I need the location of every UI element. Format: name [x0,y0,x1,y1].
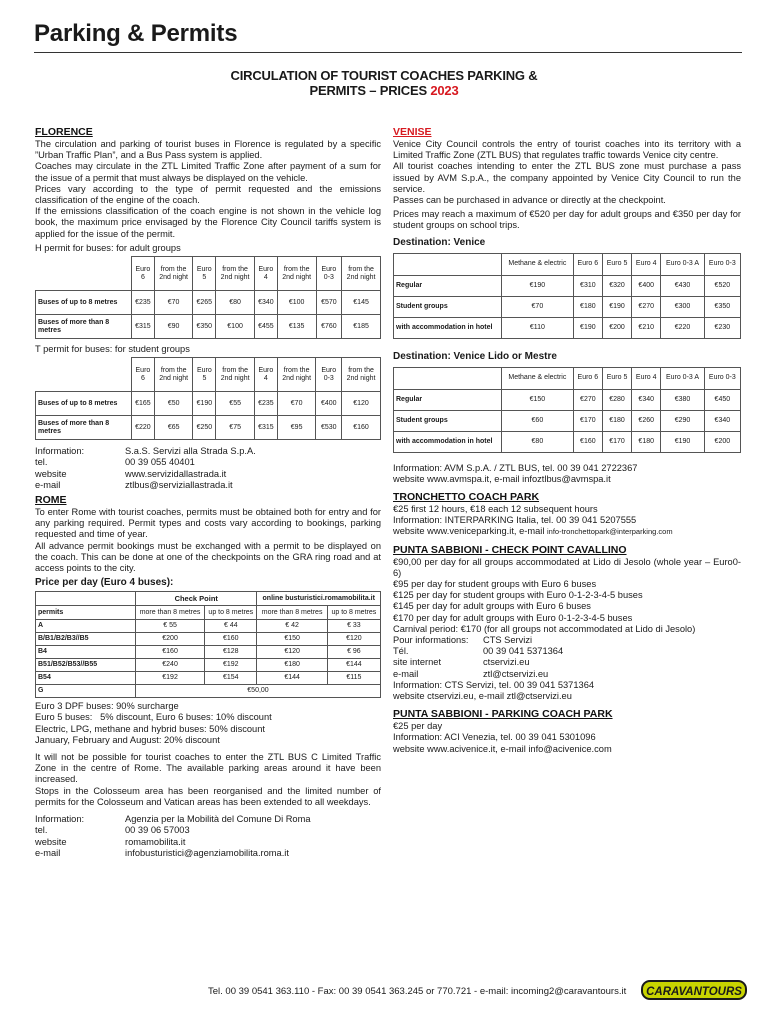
punta-parking-line: website www.acivenice.it, e-mail info@acivenice.com [393,743,612,754]
table-row [36,659,381,672]
table-row [36,685,381,698]
info-key: tel. [35,825,48,836]
row-label: Regular [394,389,502,410]
info-value: ctservizi.eu [483,657,530,668]
column-header: more than 8 metres [257,606,327,620]
price-cell: €50,00 [136,685,381,698]
price-cell: €115 [327,672,380,685]
florence-paragraph: The circulation and parking of tourist buses in Florence is regulated by a specific ”Urban Traffic Plan”, and a Bus Pass system is applied. [35,139,381,161]
price-cell: €190 [193,392,216,416]
info-key: Information: [35,814,85,825]
row-label: Student groups [394,296,502,317]
info-value: Agenzia per la Mobilità del Comune Di Roma [125,814,311,825]
row-label: Buses of more than 8 metres [36,416,132,440]
florence-heading: FLORENCE [35,126,93,138]
info-key: Pour informations: [393,635,469,646]
column-header: Euro 0-3 [316,358,342,392]
price-cell: €165 [132,392,155,416]
price-cell: € 42 [257,620,327,633]
table-row [394,389,741,410]
column-header: Euro 4 [254,257,277,291]
price-cell: €145 [342,291,381,315]
price-cell: €120 [327,633,380,646]
tronchetto-line: €25 first 12 hours, €18 each 12 subsequent hours [393,504,598,515]
price-cell: €75 [216,416,255,440]
info-key: Information: [35,446,85,457]
venice-info-line: website www.avmspa.it, e-mail infoztlbus@avmspa.it [393,473,611,484]
price-cell: €265 [193,291,216,315]
page-title: Parking & Permits [34,20,238,47]
tronchetto-email: info-tronchettopark@interparking.com [546,527,673,537]
venice-paragraph: Passes can be purchased in advance or directly at the checkpoint. [393,195,666,206]
florence-info [35,446,381,491]
info-key: e-mail [393,668,419,679]
price-cell: €230 [704,317,740,338]
price-cell: €235 [132,291,155,315]
price-cell: € 33 [327,620,380,633]
table-corner [394,253,502,275]
column-header: up to 8 metres [205,606,257,620]
price-cell: €300 [661,296,704,317]
column-header: from the 2nd night [342,358,381,392]
price-cell: €200 [602,317,631,338]
column-header: from the 2nd night [277,257,316,291]
table-row [36,392,381,416]
row-label: with accommodation in hotel [394,431,502,452]
florence-paragraph: Coaches may circulate in the ZTL Limited Traffic Zone after payment of a sum for the issue of a permit that must always be displayed on the vehicle. [35,161,381,183]
price-cell: €70 [154,291,193,315]
rome-price-label: Price per day (Euro 4 buses): [35,577,174,589]
price-cell: €100 [277,291,316,315]
punta-checkpoint-line: €145 per day for adult groups with Euro 6 buses [393,601,591,612]
column-header: Euro 4 [632,367,661,389]
punta-parking-heading: PUNTA SABBIONI - PARKING COACH PARK [393,708,613,721]
punta-checkpoint-line: €90,00 per day for all groups accommodated at Lido di Jesolo (whole year – Euro0-6) [393,556,741,578]
price-cell: €150 [502,389,574,410]
price-cell: €280 [602,389,631,410]
heading-line-1: CIRCULATION OF TOURIST COACHES PARKING & [230,68,538,83]
table-corner [394,367,502,389]
price-cell: €430 [661,275,704,296]
venice-price-table [393,253,741,339]
venice-paragraph: All tourist coaches intending to enter the ZTL BUS zone must purchase a pass issued by AVM S.p.A., the company appointed by Venice City Council to run the service. [393,161,741,194]
price-cell: €210 [632,317,661,338]
price-cell: €80 [216,291,255,315]
table-row [36,620,381,633]
info-key: Tél. [393,646,409,657]
row-label: G [36,685,136,698]
punta-checkpoint-info-line: Information: CTS Servizi, tel. 00 39 041 5371364 [393,679,595,690]
table-corner [36,592,136,606]
price-cell: €95 [277,416,316,440]
venice-paragraph: Venice City Council controls the entry of tourist coaches into its territory with a Limited Traffic Zone (ZTL BUS) that regulates traffic towards Venice city centre. [393,139,741,161]
table-row [36,672,381,685]
price-cell: €450 [704,389,740,410]
tronchetto-line [393,526,741,537]
price-cell: €190 [661,431,704,452]
column-header: Euro 5 [193,257,216,291]
column-header: Euro 6 [132,358,155,392]
column-header-permits: permits [36,606,136,620]
table-row [36,646,381,659]
price-cell: €100 [216,315,255,339]
column-header: Methane & electric [502,253,574,275]
column-header: Methane & electric [502,367,574,389]
info-key: site internet [393,657,442,668]
price-cell: €340 [632,389,661,410]
h-permit-table [35,256,381,339]
tronchetto-heading: TRONCHETTO COACH PARK [393,491,540,504]
column-header: Euro 0-3 [704,253,740,275]
column-header: Euro 0-3 [316,257,342,291]
tronchetto-line: Information: INTERPARKING Italia, tel. 00 39 041 5207555 [393,515,637,526]
table-row [394,410,741,431]
price-cell: €350 [193,315,216,339]
heading-line-2 [150,83,618,98]
info-value: ztlbus@serviziallastrada.it [125,479,233,490]
price-cell: €160 [136,646,205,659]
column-header: from the 2nd night [342,257,381,291]
column-header: Euro 0-3 A [661,367,704,389]
punta-checkpoint-heading: PUNTA SABBIONI - CHECK POINT CAVALLINO [393,543,627,556]
table-row [36,633,381,646]
row-label: with accommodation in hotel [394,317,502,338]
title-divider [34,52,742,53]
price-cell: €70 [502,296,574,317]
price-cell: €320 [602,275,631,296]
rome-paragraph: It will not be possible for tourist coaches to enter the ZTL BUS C Limited Traffic Zone in the centre of Rome. The available parking areas around it have been increased. [35,752,381,785]
document-heading [150,68,618,98]
price-cell: €185 [342,315,381,339]
column-header: Euro 6 [573,253,602,275]
info-value: 00 39 055 40401 [125,457,195,468]
punta-parking-line: €25 per day [393,721,443,732]
destination-venice-label: Destination: Venice [393,236,486,248]
rome-price-table [35,591,381,698]
info-value: CTS Servizi [483,635,533,646]
table-row [36,315,381,339]
price-cell: €60 [502,410,574,431]
punta-checkpoint-line: Carnival period: €170 (for all groups not accommodated at Lido di Jesolo) [393,623,696,634]
price-cell: €350 [704,296,740,317]
row-label: Buses of up to 8 metres [36,291,132,315]
price-cell: €400 [316,392,342,416]
price-cell: €50 [154,392,193,416]
price-cell: €120 [342,392,381,416]
row-label: A [36,620,136,633]
price-cell: €290 [661,410,704,431]
column-header: from the 2nd night [277,358,316,392]
price-cell: €310 [573,275,602,296]
info-key: website [35,836,67,847]
info-value: ztl@ctservizi.eu [483,668,549,679]
h-permit-label: H permit for buses: for adult groups [35,242,181,253]
column-header: Euro 0-3 [704,367,740,389]
price-cell: €180 [257,659,327,672]
price-cell: €65 [154,416,193,440]
price-cell: €80 [502,431,574,452]
info-key: tel. [35,457,48,468]
price-cell: €160 [573,431,602,452]
venice-paragraph: Prices may reach a maximum of €520 per day for adult groups and €350 per day for student groups on school trips. [393,209,741,231]
row-label: B/B1/B2/B3//B5 [36,633,136,646]
table-corner [36,358,132,392]
price-cell: €340 [254,291,277,315]
price-cell: €380 [661,389,704,410]
price-cell: €570 [316,291,342,315]
rome-note: Euro 3 DPF buses: 90% surcharge [35,701,179,712]
price-cell: €120 [257,646,327,659]
tronchetto-website: website www.veniceparking.it, e-mail [393,526,547,537]
info-value: 00 39 06 57003 [125,825,190,836]
column-header: Euro 4 [632,253,661,275]
info-key: e-mail [35,479,61,490]
table-corner [36,257,132,291]
price-cell: €190 [573,317,602,338]
price-cell: €180 [632,431,661,452]
row-label: Buses of up to 8 metres [36,392,132,416]
price-cell: €192 [136,672,205,685]
price-cell: €190 [602,296,631,317]
rome-note: Euro 5 buses: 5% discount, Euro 6 buses: 10% discount [35,712,272,723]
lido-price-table [393,367,741,453]
price-cell: €160 [342,416,381,440]
price-cell: €170 [602,431,631,452]
price-cell: €530 [316,416,342,440]
column-header: more than 8 metres [136,606,205,620]
florence-paragraph: Prices vary according to the type of permit requested and the emissions classification of the engine of the coach. [35,183,381,206]
heading-line-2-text: PERMITS – PRICES [309,83,427,98]
logo-text: CARAVANTOURS [646,986,742,998]
price-cell: €70 [277,392,316,416]
price-cell: €144 [327,659,380,672]
venice-heading: VENISE [393,126,432,138]
price-cell: €200 [136,633,205,646]
column-header: Euro 5 [193,358,216,392]
price-cell: €55 [216,392,255,416]
rome-note: January, February and August: 20% discount [35,734,220,745]
price-cell: €190 [502,275,574,296]
column-header: Euro 6 [132,257,155,291]
group-header-checkpoint: Check Point [136,592,257,606]
rome-note: Electric, LPG, methane and hybrid buses: 50% discount [35,723,265,734]
column-header: from the 2nd night [154,358,193,392]
price-cell: €235 [254,392,277,416]
rome-paragraph: To enter Rome with tourist coaches, permits must be obtained both for entry and for any parking required. Permit types and costs vary according to bookings, parking requested and time of year. [35,507,381,540]
price-cell: € 55 [136,620,205,633]
price-cell: €135 [277,315,316,339]
price-cell: €315 [254,416,277,440]
rome-paragraph: Stops in the Colosseum area has been reorganised and the limited number of permits for the Colosseum and Vatican areas has been extended to all weekdays. [35,785,381,807]
price-cell: €270 [573,389,602,410]
price-cell: €455 [254,315,277,339]
table-row [394,431,741,452]
row-label: B54 [36,672,136,685]
row-label: Buses of more than 8 metres [36,315,132,339]
price-cell: €240 [136,659,205,672]
price-cell: € 44 [205,620,257,633]
left-column [35,126,381,859]
price-cell: €340 [704,410,740,431]
column-header: from the 2nd night [154,257,193,291]
footer-contact: Tel. 00 39 0541 363.110 - Fax: 00 39 0541 363.245 or 770.721 - e-mail: incoming2@caravantours.it [208,986,627,997]
price-cell: €760 [316,315,342,339]
heading-year: 2023 [430,83,459,98]
price-cell: €90 [154,315,193,339]
table-row [394,275,741,296]
group-header-online: online busturistici.romamobilita.it [257,592,381,606]
info-value: S.a.S. Servizi alla Strada S.p.A. [125,446,256,457]
price-cell: €200 [704,431,740,452]
table-row [394,317,741,338]
column-header: Euro 4 [254,358,277,392]
info-key: website [35,468,67,479]
price-cell: €192 [205,659,257,672]
column-header: Euro 5 [602,253,631,275]
price-cell: €160 [205,633,257,646]
column-header: Euro 0-3 A [661,253,704,275]
caravantours-logo [640,978,748,1002]
info-value: 00 39 041 5371364 [483,646,564,657]
table-row [394,296,741,317]
venice-info-line: Information: AVM S.p.A. / ZTL BUS, tel. 00 39 041 2722367 [393,462,638,473]
info-value: infobusturistici@agenziamobilita.roma.it [125,847,289,858]
row-label: B4 [36,646,136,659]
row-label: Regular [394,275,502,296]
price-cell: €260 [632,410,661,431]
row-label: B51/B52/B53//B55 [36,659,136,672]
price-cell: €220 [661,317,704,338]
column-header: Euro 5 [602,367,631,389]
price-cell: €315 [132,315,155,339]
t-permit-table [35,357,381,440]
punta-checkpoint-info-line: website ctservizi.eu, e-mail ztl@ctservizi.eu [393,691,572,702]
florence-paragraph: If the emissions classification of the coach engine is not shown in the vehicle log book, the maximum price envisaged by the Florence City Council tariffs system is applied for the issue of the permit. [35,206,381,239]
punta-checkpoint-line: €170 per day for adult groups with Euro 0-1-2-3-4-5 buses [393,612,633,623]
column-header: from the 2nd night [216,257,255,291]
price-cell: €128 [205,646,257,659]
price-cell: €170 [573,410,602,431]
price-cell: €144 [257,672,327,685]
price-cell: €154 [205,672,257,685]
price-cell: €150 [257,633,327,646]
t-permit-label: T permit for buses: for student groups [35,344,190,355]
punta-checkpoint-info [393,635,741,680]
right-column [393,126,741,755]
table-row [36,416,381,440]
row-label: Student groups [394,410,502,431]
punta-checkpoint-line: €125 per day for student groups with Euro 0-1-2-3-4-5 buses [393,590,643,601]
price-cell: €220 [132,416,155,440]
info-key: e-mail [35,847,61,858]
punta-parking-line: Information: ACI Venezia, tel. 00 39 041 5301096 [393,732,596,743]
price-cell: €180 [573,296,602,317]
rome-paragraph: All advance permit bookings must be exchanged with a permit to be displayed on the coach. This can be done at one of the checkpoints on the GRA ring road and at access points to the city. [35,540,381,574]
price-cell: €270 [632,296,661,317]
price-cell: €520 [704,275,740,296]
rome-heading: ROME [35,494,67,507]
table-row [36,291,381,315]
price-cell: €400 [632,275,661,296]
rome-info [35,814,381,859]
price-cell: €180 [602,410,631,431]
column-header: from the 2nd night [216,358,255,392]
info-value: romamobilita.it [125,836,186,847]
price-cell: €110 [502,317,574,338]
column-header: up to 8 metres [327,606,380,620]
destination-lido-label: Destination: Venice Lido or Mestre [393,350,557,362]
punta-checkpoint-line: €95 per day for student groups with Euro 6 buses [393,579,597,590]
price-cell: € 96 [327,646,380,659]
price-cell: €250 [193,416,216,440]
column-header: Euro 6 [573,367,602,389]
info-value: www.servizidallastrada.it [125,468,227,479]
